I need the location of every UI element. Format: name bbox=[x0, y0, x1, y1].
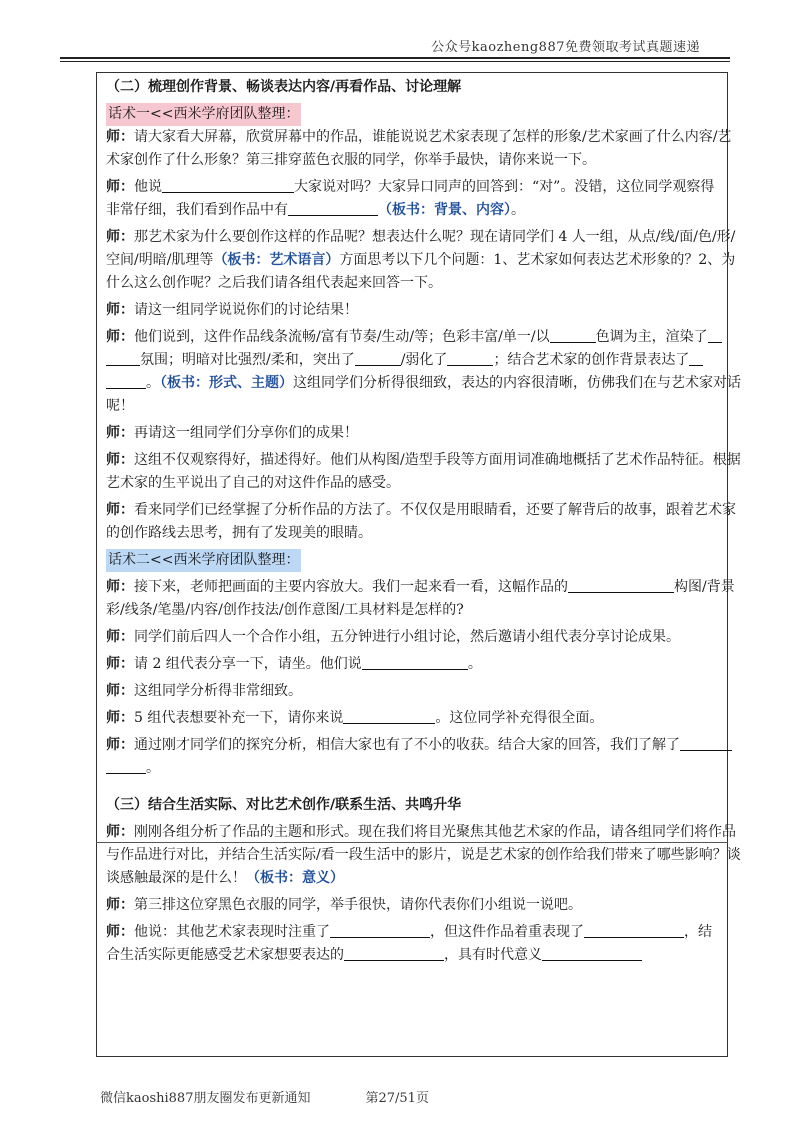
blackboard-note: （板书：形式、主题） bbox=[160, 375, 293, 391]
document-body bbox=[106, 76, 741, 967]
speaker-label: 师： bbox=[106, 452, 134, 468]
speaker-label: 师： bbox=[106, 737, 134, 753]
paragraph-line: 师：他说：其他艺术家表现时注重了 ，但这件作品着重表现了 ，结 bbox=[106, 924, 712, 940]
fill-blank bbox=[680, 736, 732, 751]
header-rule-thin bbox=[60, 61, 730, 62]
fill-blank bbox=[550, 328, 596, 343]
paragraph-line: 与作品进行对比，并结合生活实际/看一段生活中的影片，说是艺术家的创作给我们带来了哪些影响？谈 bbox=[106, 847, 741, 863]
paragraph-line: 师：刚刚各组分析了作品的主题和形式。现在我们将目光聚焦其他艺术家的作品，请各组同学们将作品 bbox=[106, 824, 736, 840]
fill-blank bbox=[288, 201, 378, 216]
page-number: 第27/51页 bbox=[365, 1091, 429, 1106]
paragraph-line: 彩/线条/笔墨/内容/创作技法/创作意图/工具材料是怎样的? bbox=[106, 602, 464, 618]
paragraph-line: 氛围；明暗对比强烈/柔和，突出了 /弱化了 ；结合艺术家的创作背景表达了 bbox=[106, 349, 722, 372]
paragraph-line: 师：那艺术家为什么要创作这样的作品呢？想表达什么呢？现在请同学们 4 人一组，从点/线/面/色/形/ bbox=[106, 229, 736, 245]
fill-blank bbox=[689, 351, 703, 366]
paragraph-line: 师：接下来，老师把画面的主要内容放大。我们一起来看一看，这幅作品的 构图/背景 bbox=[106, 579, 735, 595]
fill-blank bbox=[162, 178, 294, 193]
paragraph-line: 的创作路线去思考，拥有了发现美的眼睛。 bbox=[106, 525, 372, 541]
paragraph-line: 术家创作了什么形象？第三排穿蓝色衣服的同学，你举手最快，请你来说一下。 bbox=[106, 152, 596, 168]
fill-blank bbox=[344, 946, 444, 961]
page-header: 公众号kaozheng887免费领取考试真题速递 bbox=[431, 40, 700, 55]
fill-blank bbox=[447, 351, 493, 366]
fill-blank bbox=[106, 351, 140, 366]
speaker-label: 师： bbox=[106, 179, 134, 195]
paragraph-line: 师：请大家看大屏幕，欣赏屏幕中的作品，谁能说说艺术家表现了怎样的形象/艺术家画了什么内容/艺 bbox=[106, 129, 732, 145]
speaker-label: 师： bbox=[106, 824, 134, 840]
paragraph-line: 非常仔细，我们看到作品中有 （板书：背景、内容）。 bbox=[106, 202, 525, 218]
paragraph-line: 艺术家的生平说出了自己的对这件作品的感受。 bbox=[106, 475, 400, 491]
fill-blank bbox=[106, 759, 146, 774]
paragraph-line: 师：5 组代表想要补充一下，请你来说 。这位同学补充得很全面。 bbox=[106, 710, 604, 726]
paragraph-line: 师：通过刚才同学们的探究分析，相信大家也有了不小的收获。结合大家的回答，我们了解了 bbox=[106, 734, 722, 757]
paragraph-line: 谈感触最深的是什么！（板书：意义） bbox=[106, 870, 344, 886]
paragraph-line: 师：请 2 组代表分享一下，请坐。他们说 。 bbox=[106, 656, 482, 672]
speaker-label: 师： bbox=[106, 924, 134, 940]
fill-blank bbox=[355, 351, 401, 366]
footer-note: 微信kaoshi887朋友圈发布更新通知 bbox=[100, 1091, 311, 1106]
paragraph-line: 师：他说 大家说对吗？大家异口同声的回答到：“对”。没错，这位同学观察得 bbox=[106, 179, 715, 195]
paragraph-line: 。 bbox=[106, 757, 722, 780]
fill-blank bbox=[542, 946, 642, 961]
paragraph-line: 师：再请这一组同学们分享你们的成果！ bbox=[106, 425, 358, 441]
fill-blank bbox=[584, 923, 684, 938]
paragraph-line: 师：同学们前后四人一个合作小组，五分钟进行小组讨论，然后邀请小组代表分享讨论成果。 bbox=[106, 629, 680, 645]
paragraph-line: 合生活实际更能感受艺术家想要表达的 ，具有时代意义 bbox=[106, 944, 722, 967]
speaker-label: 师： bbox=[106, 502, 134, 518]
section-title-3: （三）结合生活实际、对比艺术创作/联系生活、共鸣升华 bbox=[106, 797, 462, 813]
header-rule-thick bbox=[60, 57, 730, 59]
paragraph-line: 师：他们说到，这件作品线条流畅/富有节奏/生动/等；色彩丰富/单一/以 色调为主，渲染了 bbox=[106, 326, 722, 349]
speaker-label: 师： bbox=[106, 683, 134, 699]
paragraph-line: 师：第三排这位穿黑色衣服的同学，举手很快，请你代表你们小组说一说吧。 bbox=[106, 897, 582, 913]
paragraph-line: 师：请这一组同学说说你们的讨论结果！ bbox=[106, 302, 358, 318]
section-title-2: （二）梳理创作背景、畅谈表达内容/再看作品、讨论理解 bbox=[106, 79, 462, 95]
fill-blank bbox=[568, 578, 674, 593]
speaker-label: 师： bbox=[106, 710, 134, 726]
paragraph-line: 师：这组不仅观察得好，描述得好。他们从构图/造型手段等方面用词准确地概括了艺术作品特征。根据 bbox=[106, 452, 741, 468]
fill-blank bbox=[343, 709, 435, 724]
speaker-label: 师： bbox=[106, 579, 134, 595]
speaker-label: 师： bbox=[106, 329, 134, 345]
paragraph-line: 师：看来同学们已经掌握了分析作品的方法了。不仅仅是用眼睛看，还要了解背后的故事，跟着艺术家 bbox=[106, 502, 736, 518]
speaker-label: 师： bbox=[106, 129, 134, 145]
fill-blank bbox=[330, 923, 430, 938]
fill-blank bbox=[106, 374, 146, 389]
script-tag-2: 话术二<<西米学府团队整理： bbox=[106, 549, 301, 572]
fill-blank bbox=[362, 655, 468, 670]
paragraph-line: 师：这组同学分析得非常细致。 bbox=[106, 683, 302, 699]
paragraph-line: 。（板书：形式、主题）这组同学们分析得很细致，表达的内容很清晰，仿佛我们在与艺术家对话 bbox=[106, 372, 722, 395]
paragraph-line: 空间/明暗/肌理等（板书：艺术语言）方面思考以下几个问题：1、艺术家如何表达艺术形象的？2、为 bbox=[106, 252, 736, 268]
script-tag-1: 话术一<<西米学府团队整理： bbox=[106, 103, 301, 126]
paragraph-line: 呢！ bbox=[106, 398, 134, 414]
speaker-label: 师： bbox=[106, 229, 134, 245]
blackboard-note: （板书：艺术语言） bbox=[213, 252, 340, 268]
speaker-label: 师： bbox=[106, 425, 134, 441]
page-footer bbox=[100, 1087, 429, 1106]
blackboard-note: （板书：意义） bbox=[246, 870, 344, 886]
blackboard-note: （板书：背景、内容） bbox=[378, 202, 511, 218]
paragraph-line: 什么这么创作呢？之后我们请各组代表起来回答一下。 bbox=[106, 275, 442, 291]
speaker-label: 师： bbox=[106, 302, 134, 318]
fill-blank bbox=[708, 328, 722, 343]
speaker-label: 师： bbox=[106, 629, 134, 645]
speaker-label: 师： bbox=[106, 656, 134, 672]
speaker-label: 师： bbox=[106, 897, 134, 913]
